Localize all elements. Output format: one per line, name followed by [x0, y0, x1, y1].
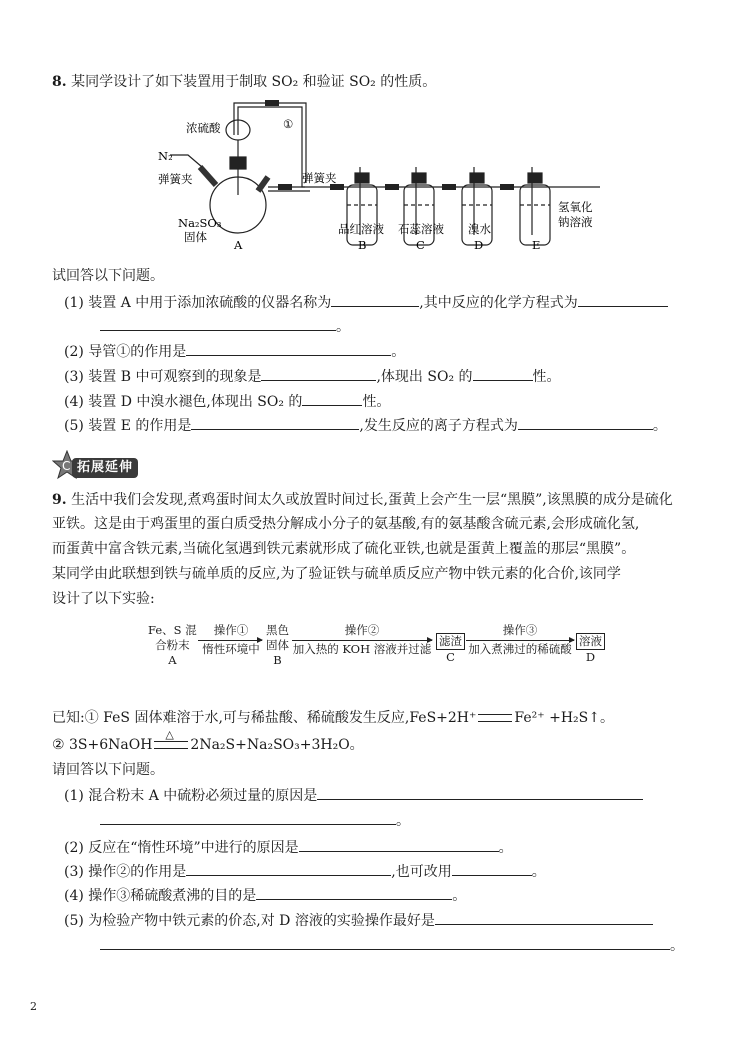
q9-p1-end: 。	[396, 813, 410, 829]
q9-part5	[64, 910, 653, 931]
label-e-solution2: 钠溶液	[558, 215, 593, 229]
label-C: C	[416, 238, 425, 252]
answer-blank[interactable]	[186, 861, 391, 876]
answer-blank[interactable]	[518, 415, 653, 430]
op3-label: 操作③	[502, 623, 538, 637]
q9-p3-text2: ,也可改用	[391, 864, 452, 880]
q9-part1-cont	[100, 810, 410, 831]
q8-p4-text: (4) 装置 D 中溴水褪色,体现出 SO₂ 的	[64, 394, 303, 410]
page-number: 2	[30, 1000, 37, 1013]
q8-p4-end: 性。	[362, 394, 391, 410]
q9-p3-end: 。	[531, 864, 546, 880]
label-d-solution: 溴水	[468, 222, 491, 236]
q9-p2-text: (2) 反应在“惰性环境”中进行的原因是	[64, 840, 299, 856]
q9-line1	[52, 490, 673, 510]
q9-p4-text: (4) 操作③稀硫酸煮沸的目的是	[64, 888, 257, 904]
answer-blank[interactable]	[100, 316, 336, 331]
q8-p5-end: 。	[652, 418, 667, 434]
q8-p5-text2: ,发生反应的离子方程式为	[359, 418, 518, 434]
label-clamp-right: 弹簧夹	[302, 171, 337, 185]
heat-symbol: △	[165, 728, 174, 741]
experiment-flowchart	[140, 620, 620, 690]
label-acid: 浓硫酸	[186, 121, 221, 135]
q8-p1-text2: ,其中反应的化学方程式为	[419, 295, 578, 311]
answer-blank[interactable]	[302, 391, 362, 406]
q9-line4: 某同学由此联想到铁与硫单质的反应,为了验证铁与硫单质反应产物中铁元素的化合价,该同学	[52, 566, 621, 582]
answer-blank[interactable]	[473, 366, 533, 381]
q9-number: 9.	[52, 492, 67, 508]
q9-line2: 亚铁。这是由于鸡蛋里的蛋白质受热分解成小分子的氨基酸,有的氨基酸含硫元素,会形成硫化氢,	[52, 516, 640, 532]
label-c-solution: 石蕊溶液	[398, 222, 444, 236]
q8-stem-text: 某同学设计了如下装置用于制取 SO₂ 和验证 SO₂ 的性质。	[71, 74, 437, 90]
arrow	[466, 640, 574, 641]
arrow	[198, 640, 262, 641]
q8-p3-end: 性。	[532, 369, 561, 385]
q9-p2-end: 。	[498, 840, 513, 856]
answer-blank[interactable]	[331, 292, 419, 307]
node-c: 滤渣 C	[436, 633, 465, 665]
answer-blank[interactable]	[261, 366, 376, 381]
q8-stem	[52, 72, 436, 92]
label-tube: ①	[283, 117, 294, 131]
label-b-solution: 品红溶液	[338, 222, 384, 236]
q9-text: 生活中我们会发现,煮鸡蛋时间太久或放置时间过长,蛋黄上会产生一层“黑膜”,该黑膜的成分是硫化	[71, 492, 673, 508]
q8-p2-end: 。	[391, 344, 406, 360]
answer-blank[interactable]	[317, 785, 643, 800]
label-B: B	[358, 238, 367, 252]
q9-part1	[64, 785, 643, 806]
q8-p5-text: (5) 装置 E 的作用是	[64, 418, 192, 434]
label-E: E	[532, 238, 541, 252]
q9-p5-text: (5) 为检验产物中铁元素的价态,对 D 溶液的实验操作最好是	[64, 913, 435, 929]
q9-p4-end: 。	[452, 888, 467, 904]
answer-blank[interactable]	[100, 935, 670, 950]
known-1	[52, 708, 614, 728]
q9-p1-text: (1) 混合粉末 A 中硫粉必须过量的原因是	[64, 788, 318, 804]
apparatus-diagram	[150, 95, 600, 255]
op2-label: 操作②	[344, 623, 380, 637]
q8-p3-text2: ,体现出 SO₂ 的	[376, 369, 473, 385]
q8-p1-text: (1) 装置 A 中用于添加浓硫酸的仪器名称为	[64, 295, 332, 311]
equals-sign	[478, 714, 512, 722]
q9-part2	[64, 837, 513, 858]
label-D: D	[474, 238, 484, 252]
q9-part3	[64, 861, 546, 882]
q8-part1	[64, 292, 668, 313]
op1-cond: 惰性环境中	[202, 642, 260, 656]
answer-blank[interactable]	[100, 810, 396, 825]
q8-p3-text: (3) 装置 B 中可观察到的现象是	[64, 369, 262, 385]
known-2-text2: 2Na₂S+Na₂SO₃+3H₂O。	[190, 737, 364, 753]
answer-blank[interactable]	[435, 910, 653, 925]
q9-p5-end: 。	[670, 938, 684, 954]
answer-blank[interactable]	[256, 885, 452, 900]
arrow	[292, 640, 432, 641]
op3-cond: 加入煮沸过的稀硫酸	[468, 642, 572, 656]
node-d: 溶液 D	[576, 633, 605, 665]
q9-line5: 设计了以下实验:	[52, 591, 155, 607]
q8-part1-cont	[100, 316, 350, 337]
op1-label: 操作①	[213, 623, 249, 637]
answer-blank[interactable]	[452, 861, 532, 876]
q9-line3: 而蛋黄中富含铁元素,当硫化氢遇到铁元素就形成了硫化亚铁,也就是蛋黄上覆盖的那层“黑膜”。	[52, 541, 636, 557]
answer-blank[interactable]	[299, 837, 499, 852]
label-solid: Na₂SO₃	[178, 216, 222, 230]
known-2	[52, 728, 364, 755]
known-2-text: ② 3S+6NaOH	[52, 737, 153, 753]
q8-part4	[64, 391, 390, 412]
q9-prompt: 请回答以下问题。	[52, 762, 164, 778]
q9-part4	[64, 885, 466, 906]
node-a: Fe、S 混 合粉末 A	[148, 623, 197, 667]
answer-blank[interactable]	[186, 341, 391, 356]
q8-number: 8.	[52, 74, 67, 90]
q9-p3-text: (3) 操作②的作用是	[64, 864, 187, 880]
known-1-text: 已知:① FeS 固体难溶于水,可与稀盐酸、稀硫酸发生反应,FeS+2H⁺	[52, 710, 477, 726]
answer-blank[interactable]	[191, 415, 359, 430]
section-title: 拓展延伸	[72, 458, 138, 478]
equals-sign	[154, 728, 188, 749]
label-clamp-left: 弹簧夹	[158, 172, 193, 186]
answer-blank[interactable]	[578, 292, 668, 307]
section-letter: C	[62, 459, 71, 473]
q8-part5	[64, 415, 667, 436]
q8-prompt: 试回答以下问题。	[52, 268, 164, 284]
q8-part2	[64, 341, 405, 362]
known-1-text2: Fe²⁺ +H₂S↑。	[514, 710, 614, 726]
q8-p2-text: (2) 导管①的作用是	[64, 344, 187, 360]
label-e-solution1: 氢氧化	[558, 200, 593, 214]
label-A: A	[234, 238, 243, 252]
q8-p1-end: 。	[336, 319, 350, 335]
node-b: 黑色 固体 B	[266, 623, 289, 667]
op2-cond: 加入热的 KOH 溶液并过滤	[292, 642, 432, 656]
label-n2: N₂	[158, 149, 173, 163]
label-solid2: 固体	[184, 230, 207, 244]
q8-part3	[64, 366, 561, 387]
q9-part5-cont	[100, 935, 684, 956]
